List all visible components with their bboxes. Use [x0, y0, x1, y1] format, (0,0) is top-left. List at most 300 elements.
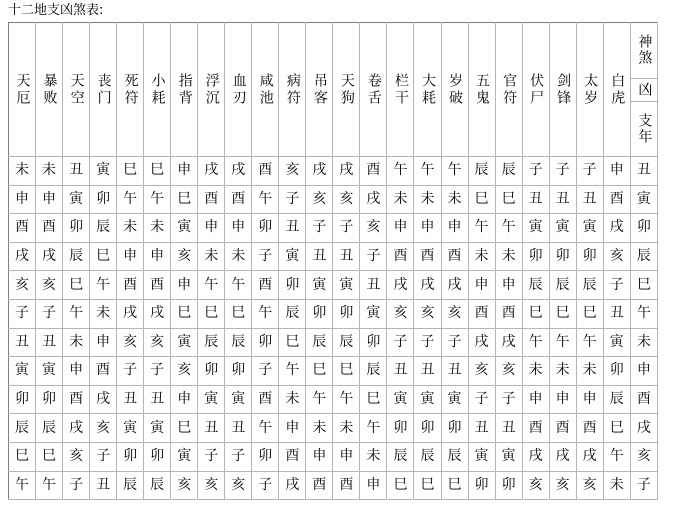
year-branch-cell: 辰 — [630, 242, 657, 271]
table-cell: 寅 — [360, 299, 387, 328]
table-cell: 申 — [468, 271, 495, 300]
table-cell: 未 — [225, 242, 252, 271]
table-cell: 午 — [360, 414, 387, 443]
table-cell: 酉 — [495, 299, 522, 328]
table-cell: 丑 — [549, 185, 576, 214]
table-cell: 辰 — [603, 385, 630, 414]
table-cell: 巳 — [360, 385, 387, 414]
table-cell: 寅 — [333, 271, 360, 300]
table-row — [9, 328, 658, 357]
table-cell: 亥 — [306, 185, 333, 214]
table-cell: 申 — [279, 414, 306, 443]
table-cell: 辰 — [225, 328, 252, 357]
table-cell: 午 — [603, 442, 630, 471]
table-cell: 午 — [279, 357, 306, 386]
table-cell: 未 — [549, 357, 576, 386]
table-cell: 戌 — [414, 271, 441, 300]
table-cell: 寅 — [117, 414, 144, 443]
table-cell: 卯 — [414, 414, 441, 443]
table-cell: 申 — [171, 385, 198, 414]
column-header: 剑锋 — [549, 23, 576, 157]
table-cell: 午 — [549, 328, 576, 357]
table-cell: 卯 — [36, 385, 63, 414]
table-cell: 子 — [441, 328, 468, 357]
table-cell: 戌 — [468, 328, 495, 357]
table-cell: 子 — [495, 385, 522, 414]
table-cell: 丑 — [441, 357, 468, 386]
table-cell: 亥 — [36, 271, 63, 300]
table-cell: 卯 — [279, 271, 306, 300]
table-cell: 戌 — [387, 271, 414, 300]
page-title: 十二地支凶煞表: — [8, 3, 104, 18]
table-cell: 辰 — [36, 414, 63, 443]
corner-label-middle: 凶 — [631, 78, 657, 101]
column-header: 太岁 — [576, 23, 603, 157]
table-cell: 亥 — [495, 357, 522, 386]
table-cell: 丑 — [603, 299, 630, 328]
column-header: 官符 — [495, 23, 522, 157]
table-cell: 子 — [225, 442, 252, 471]
table-cell: 卯 — [198, 357, 225, 386]
table-cell: 亥 — [360, 214, 387, 243]
table-cell: 丑 — [144, 385, 171, 414]
table-cell: 巳 — [522, 299, 549, 328]
table-cell: 子 — [333, 214, 360, 243]
table-cell: 午 — [306, 385, 333, 414]
table-cell: 卯 — [522, 242, 549, 271]
table-cell: 寅 — [144, 414, 171, 443]
table-cell: 辰 — [9, 414, 36, 443]
year-branch-cell: 戌 — [630, 414, 657, 443]
table-cell: 午 — [252, 185, 279, 214]
table-cell: 辰 — [549, 271, 576, 300]
table-cell: 酉 — [36, 214, 63, 243]
column-header: 吊客 — [306, 23, 333, 157]
table-cell: 申 — [171, 157, 198, 186]
column-header: 卷舌 — [360, 23, 387, 157]
table-cell: 巳 — [306, 357, 333, 386]
table-cell: 辰 — [144, 471, 171, 500]
table-cell: 巳 — [171, 299, 198, 328]
column-header: 伏尸 — [522, 23, 549, 157]
table-row — [9, 185, 658, 214]
table-cell: 丑 — [306, 242, 333, 271]
table-cell: 未 — [90, 299, 117, 328]
table-cell: 未 — [63, 328, 90, 357]
table-cell: 午 — [495, 214, 522, 243]
table-cell: 丑 — [63, 157, 90, 186]
table-cell: 辰 — [468, 157, 495, 186]
table-cell: 午 — [333, 385, 360, 414]
column-header: 岁破 — [441, 23, 468, 157]
table-cell: 亥 — [171, 471, 198, 500]
table-cell: 亥 — [117, 328, 144, 357]
table-cell: 辰 — [441, 442, 468, 471]
column-header: 小耗 — [144, 23, 171, 157]
column-header: 病符 — [279, 23, 306, 157]
table-cell: 寅 — [576, 214, 603, 243]
table-cell: 寅 — [468, 442, 495, 471]
table-cell: 子 — [198, 442, 225, 471]
column-header: 大耗 — [414, 23, 441, 157]
table-cell: 巳 — [468, 185, 495, 214]
table-cell: 寅 — [279, 242, 306, 271]
table-cell: 申 — [333, 442, 360, 471]
table-cell: 丑 — [468, 414, 495, 443]
table-cell: 申 — [603, 157, 630, 186]
table-cell: 酉 — [576, 414, 603, 443]
year-branch-cell: 巳 — [630, 271, 657, 300]
table-cell: 寅 — [198, 385, 225, 414]
table-cell: 午 — [9, 471, 36, 500]
table-cell: 未 — [576, 357, 603, 386]
table-cell: 子 — [360, 242, 387, 271]
table-cell: 巳 — [279, 328, 306, 357]
table-cell: 寅 — [63, 185, 90, 214]
table-cell: 巳 — [36, 442, 63, 471]
table-cell: 戌 — [603, 214, 630, 243]
table-cell: 申 — [576, 385, 603, 414]
table-cell: 申 — [522, 385, 549, 414]
table-cell: 卯 — [144, 442, 171, 471]
table-cell: 辰 — [360, 357, 387, 386]
table-cell: 巳 — [117, 157, 144, 186]
corner-label-top: 神煞 — [636, 34, 653, 67]
column-header: 天狗 — [333, 23, 360, 157]
table-cell: 子 — [522, 157, 549, 186]
table-cell: 亥 — [414, 299, 441, 328]
table-cell: 卯 — [90, 185, 117, 214]
table-cell: 申 — [387, 214, 414, 243]
table-row — [9, 157, 658, 186]
table-cell: 寅 — [441, 385, 468, 414]
table-cell: 午 — [90, 271, 117, 300]
table-cell: 卯 — [252, 328, 279, 357]
table-cell: 辰 — [306, 328, 333, 357]
table-cell: 巳 — [225, 299, 252, 328]
table-cell: 戌 — [225, 157, 252, 186]
table-cell: 戌 — [198, 157, 225, 186]
table-cell: 亥 — [63, 442, 90, 471]
table-cell: 巳 — [387, 471, 414, 500]
table-cell: 辰 — [333, 328, 360, 357]
table-cell: 申 — [306, 442, 333, 471]
table-cell: 子 — [252, 357, 279, 386]
table-cell: 亥 — [549, 471, 576, 500]
table-cell: 亥 — [198, 471, 225, 500]
table-cell: 辰 — [495, 157, 522, 186]
column-header: 咸池 — [252, 23, 279, 157]
table-cell: 子 — [90, 442, 117, 471]
table-cell: 酉 — [333, 471, 360, 500]
table-cell: 亥 — [522, 471, 549, 500]
table-cell: 未 — [117, 214, 144, 243]
column-header: 栏干 — [387, 23, 414, 157]
table-cell: 子 — [144, 357, 171, 386]
table-cell: 丑 — [522, 185, 549, 214]
table-cell: 戌 — [441, 271, 468, 300]
table-cell: 寅 — [549, 214, 576, 243]
table-cell: 卯 — [495, 471, 522, 500]
table-cell: 辰 — [414, 442, 441, 471]
table-cell: 卯 — [117, 442, 144, 471]
table-cell: 午 — [387, 157, 414, 186]
table-cell: 巳 — [9, 442, 36, 471]
table-cell: 辰 — [198, 328, 225, 357]
table-cell: 寅 — [90, 157, 117, 186]
table-cell: 丑 — [576, 185, 603, 214]
table-cell: 卯 — [306, 299, 333, 328]
table-cell: 卯 — [468, 471, 495, 500]
table-cell: 申 — [144, 242, 171, 271]
table-cell: 申 — [117, 242, 144, 271]
column-header: 天空 — [63, 23, 90, 157]
table-cell: 亥 — [468, 357, 495, 386]
table-cell: 亥 — [603, 242, 630, 271]
table-row — [9, 471, 658, 500]
year-branch-cell: 子 — [630, 471, 657, 500]
table-cell: 子 — [576, 157, 603, 186]
table-cell: 卯 — [441, 414, 468, 443]
table-cell: 午 — [63, 299, 90, 328]
table-cell: 戌 — [360, 185, 387, 214]
table-cell: 寅 — [171, 328, 198, 357]
table-cell: 戌 — [576, 442, 603, 471]
table-cell: 卯 — [225, 357, 252, 386]
table-cell: 未 — [333, 414, 360, 443]
shensha-table — [8, 22, 658, 500]
table-cell: 午 — [414, 157, 441, 186]
year-branch-cell: 丑 — [630, 157, 657, 186]
table-cell: 子 — [468, 385, 495, 414]
table-cell: 酉 — [603, 185, 630, 214]
table-cell: 酉 — [63, 385, 90, 414]
table-cell: 酉 — [225, 185, 252, 214]
table-cell: 午 — [36, 471, 63, 500]
table-cell: 寅 — [9, 357, 36, 386]
table-cell: 丑 — [90, 471, 117, 500]
table-cell: 巳 — [144, 157, 171, 186]
table-cell: 巳 — [90, 242, 117, 271]
table-cell: 子 — [117, 357, 144, 386]
table-cell: 子 — [9, 299, 36, 328]
column-header: 暴败 — [36, 23, 63, 157]
table-cell: 午 — [117, 185, 144, 214]
table-cell: 巳 — [333, 357, 360, 386]
table-cell: 丑 — [495, 414, 522, 443]
table-cell: 丑 — [333, 242, 360, 271]
table-cell: 子 — [387, 328, 414, 357]
column-header: 死符 — [117, 23, 144, 157]
table-cell: 酉 — [387, 242, 414, 271]
table-cell: 午 — [576, 328, 603, 357]
table-cell: 未 — [603, 471, 630, 500]
year-branch-cell: 寅 — [630, 185, 657, 214]
table-cell: 未 — [279, 385, 306, 414]
table-cell: 戌 — [90, 385, 117, 414]
table-cell: 巳 — [441, 471, 468, 500]
table-cell: 酉 — [360, 157, 387, 186]
table-cell: 未 — [360, 442, 387, 471]
table-cell: 酉 — [144, 271, 171, 300]
table-row — [9, 214, 658, 243]
table-cell: 午 — [225, 271, 252, 300]
column-header: 浮沉 — [198, 23, 225, 157]
table-cell: 子 — [252, 242, 279, 271]
table-cell: 亥 — [279, 157, 306, 186]
table-cell: 未 — [495, 242, 522, 271]
table-cell: 辰 — [522, 271, 549, 300]
table-cell: 卯 — [63, 214, 90, 243]
table-cell: 未 — [522, 357, 549, 386]
table-cell: 丑 — [279, 214, 306, 243]
table-cell: 巳 — [576, 299, 603, 328]
table-cell: 寅 — [387, 385, 414, 414]
table-cell: 卯 — [333, 299, 360, 328]
table-cell: 酉 — [522, 414, 549, 443]
table-cell: 未 — [441, 185, 468, 214]
header-row — [9, 23, 658, 157]
table-cell: 寅 — [171, 442, 198, 471]
table-cell: 寅 — [306, 271, 333, 300]
table-cell: 子 — [279, 185, 306, 214]
table-cell: 酉 — [117, 271, 144, 300]
table-cell: 亥 — [90, 414, 117, 443]
table-cell: 戌 — [333, 157, 360, 186]
table-body — [9, 23, 658, 500]
table-cell: 酉 — [252, 271, 279, 300]
table-cell: 丑 — [117, 385, 144, 414]
table-cell: 寅 — [522, 214, 549, 243]
table-cell: 辰 — [117, 471, 144, 500]
table-cell: 申 — [63, 357, 90, 386]
table-cell: 亥 — [171, 357, 198, 386]
table-cell: 丑 — [414, 357, 441, 386]
table-cell: 寅 — [225, 385, 252, 414]
table-cell: 巳 — [495, 185, 522, 214]
year-branch-cell: 未 — [630, 328, 657, 357]
table-cell: 未 — [198, 242, 225, 271]
table-cell: 巳 — [603, 414, 630, 443]
table-cell: 午 — [252, 299, 279, 328]
table-cell: 申 — [9, 185, 36, 214]
table-cell: 戌 — [9, 242, 36, 271]
table-cell: 寅 — [603, 328, 630, 357]
table-cell: 未 — [306, 414, 333, 443]
table-cell: 卯 — [252, 442, 279, 471]
table-cell: 子 — [414, 328, 441, 357]
table-cell: 戌 — [36, 242, 63, 271]
table-cell: 申 — [441, 214, 468, 243]
table-cell: 辰 — [63, 242, 90, 271]
table-cell: 戌 — [522, 442, 549, 471]
table-cell: 午 — [468, 214, 495, 243]
column-header: 天厄 — [9, 23, 36, 157]
table-row — [9, 357, 658, 386]
table-row — [9, 271, 658, 300]
table-cell: 酉 — [198, 185, 225, 214]
table-cell: 未 — [387, 185, 414, 214]
table-row — [9, 299, 658, 328]
table-cell: 申 — [495, 271, 522, 300]
table-cell: 亥 — [441, 299, 468, 328]
table-cell: 戌 — [117, 299, 144, 328]
table-cell: 午 — [144, 185, 171, 214]
table-cell: 酉 — [441, 242, 468, 271]
table-cell: 亥 — [333, 185, 360, 214]
table-cell: 子 — [306, 214, 333, 243]
table-cell: 未 — [468, 242, 495, 271]
table-cell: 卯 — [252, 214, 279, 243]
table-cell: 申 — [225, 214, 252, 243]
column-header: 白虎 — [603, 23, 630, 157]
table-cell: 卯 — [549, 242, 576, 271]
year-branch-cell: 酉 — [630, 385, 657, 414]
table-cell: 申 — [414, 214, 441, 243]
table-cell: 申 — [36, 185, 63, 214]
table-cell: 未 — [144, 214, 171, 243]
table-cell: 亥 — [387, 299, 414, 328]
table-cell: 丑 — [36, 328, 63, 357]
table-cell: 亥 — [171, 242, 198, 271]
table-cell: 子 — [603, 271, 630, 300]
table-cell: 亥 — [9, 271, 36, 300]
table-cell: 子 — [36, 299, 63, 328]
table-cell: 卯 — [603, 357, 630, 386]
column-header: 血刃 — [225, 23, 252, 157]
table-cell: 卯 — [360, 328, 387, 357]
table-cell: 巳 — [198, 299, 225, 328]
table-cell: 寅 — [36, 357, 63, 386]
table-cell: 戌 — [549, 442, 576, 471]
table-cell: 辰 — [279, 299, 306, 328]
column-header: 丧门 — [90, 23, 117, 157]
year-branch-cell: 午 — [630, 299, 657, 328]
table-cell: 寅 — [495, 442, 522, 471]
table-cell: 巳 — [63, 271, 90, 300]
table-cell: 丑 — [387, 357, 414, 386]
table-cell: 申 — [198, 214, 225, 243]
table-cell: 未 — [9, 157, 36, 186]
table-cell: 寅 — [171, 214, 198, 243]
year-branch-cell: 亥 — [630, 442, 657, 471]
table-row — [9, 442, 658, 471]
table-cell: 子 — [63, 471, 90, 500]
table-cell: 申 — [171, 271, 198, 300]
table-cell: 巳 — [549, 299, 576, 328]
table-cell: 辰 — [576, 271, 603, 300]
table-row — [9, 242, 658, 271]
table-cell: 酉 — [306, 471, 333, 500]
year-branch-cell: 卯 — [630, 214, 657, 243]
table-cell: 寅 — [414, 385, 441, 414]
table-cell: 午 — [198, 271, 225, 300]
table-row — [9, 414, 658, 443]
table-cell: 戌 — [279, 471, 306, 500]
table-cell: 戌 — [495, 328, 522, 357]
table-cell: 辰 — [90, 214, 117, 243]
table-cell: 丑 — [9, 328, 36, 357]
table-cell: 亥 — [576, 471, 603, 500]
table-cell: 申 — [90, 328, 117, 357]
corner-label-bottom: 支年 — [631, 101, 657, 157]
year-branch-cell: 申 — [630, 357, 657, 386]
table-cell: 巳 — [171, 185, 198, 214]
table-cell: 丑 — [360, 271, 387, 300]
table-cell: 酉 — [414, 242, 441, 271]
table-cell: 辰 — [387, 442, 414, 471]
table-cell: 酉 — [9, 214, 36, 243]
